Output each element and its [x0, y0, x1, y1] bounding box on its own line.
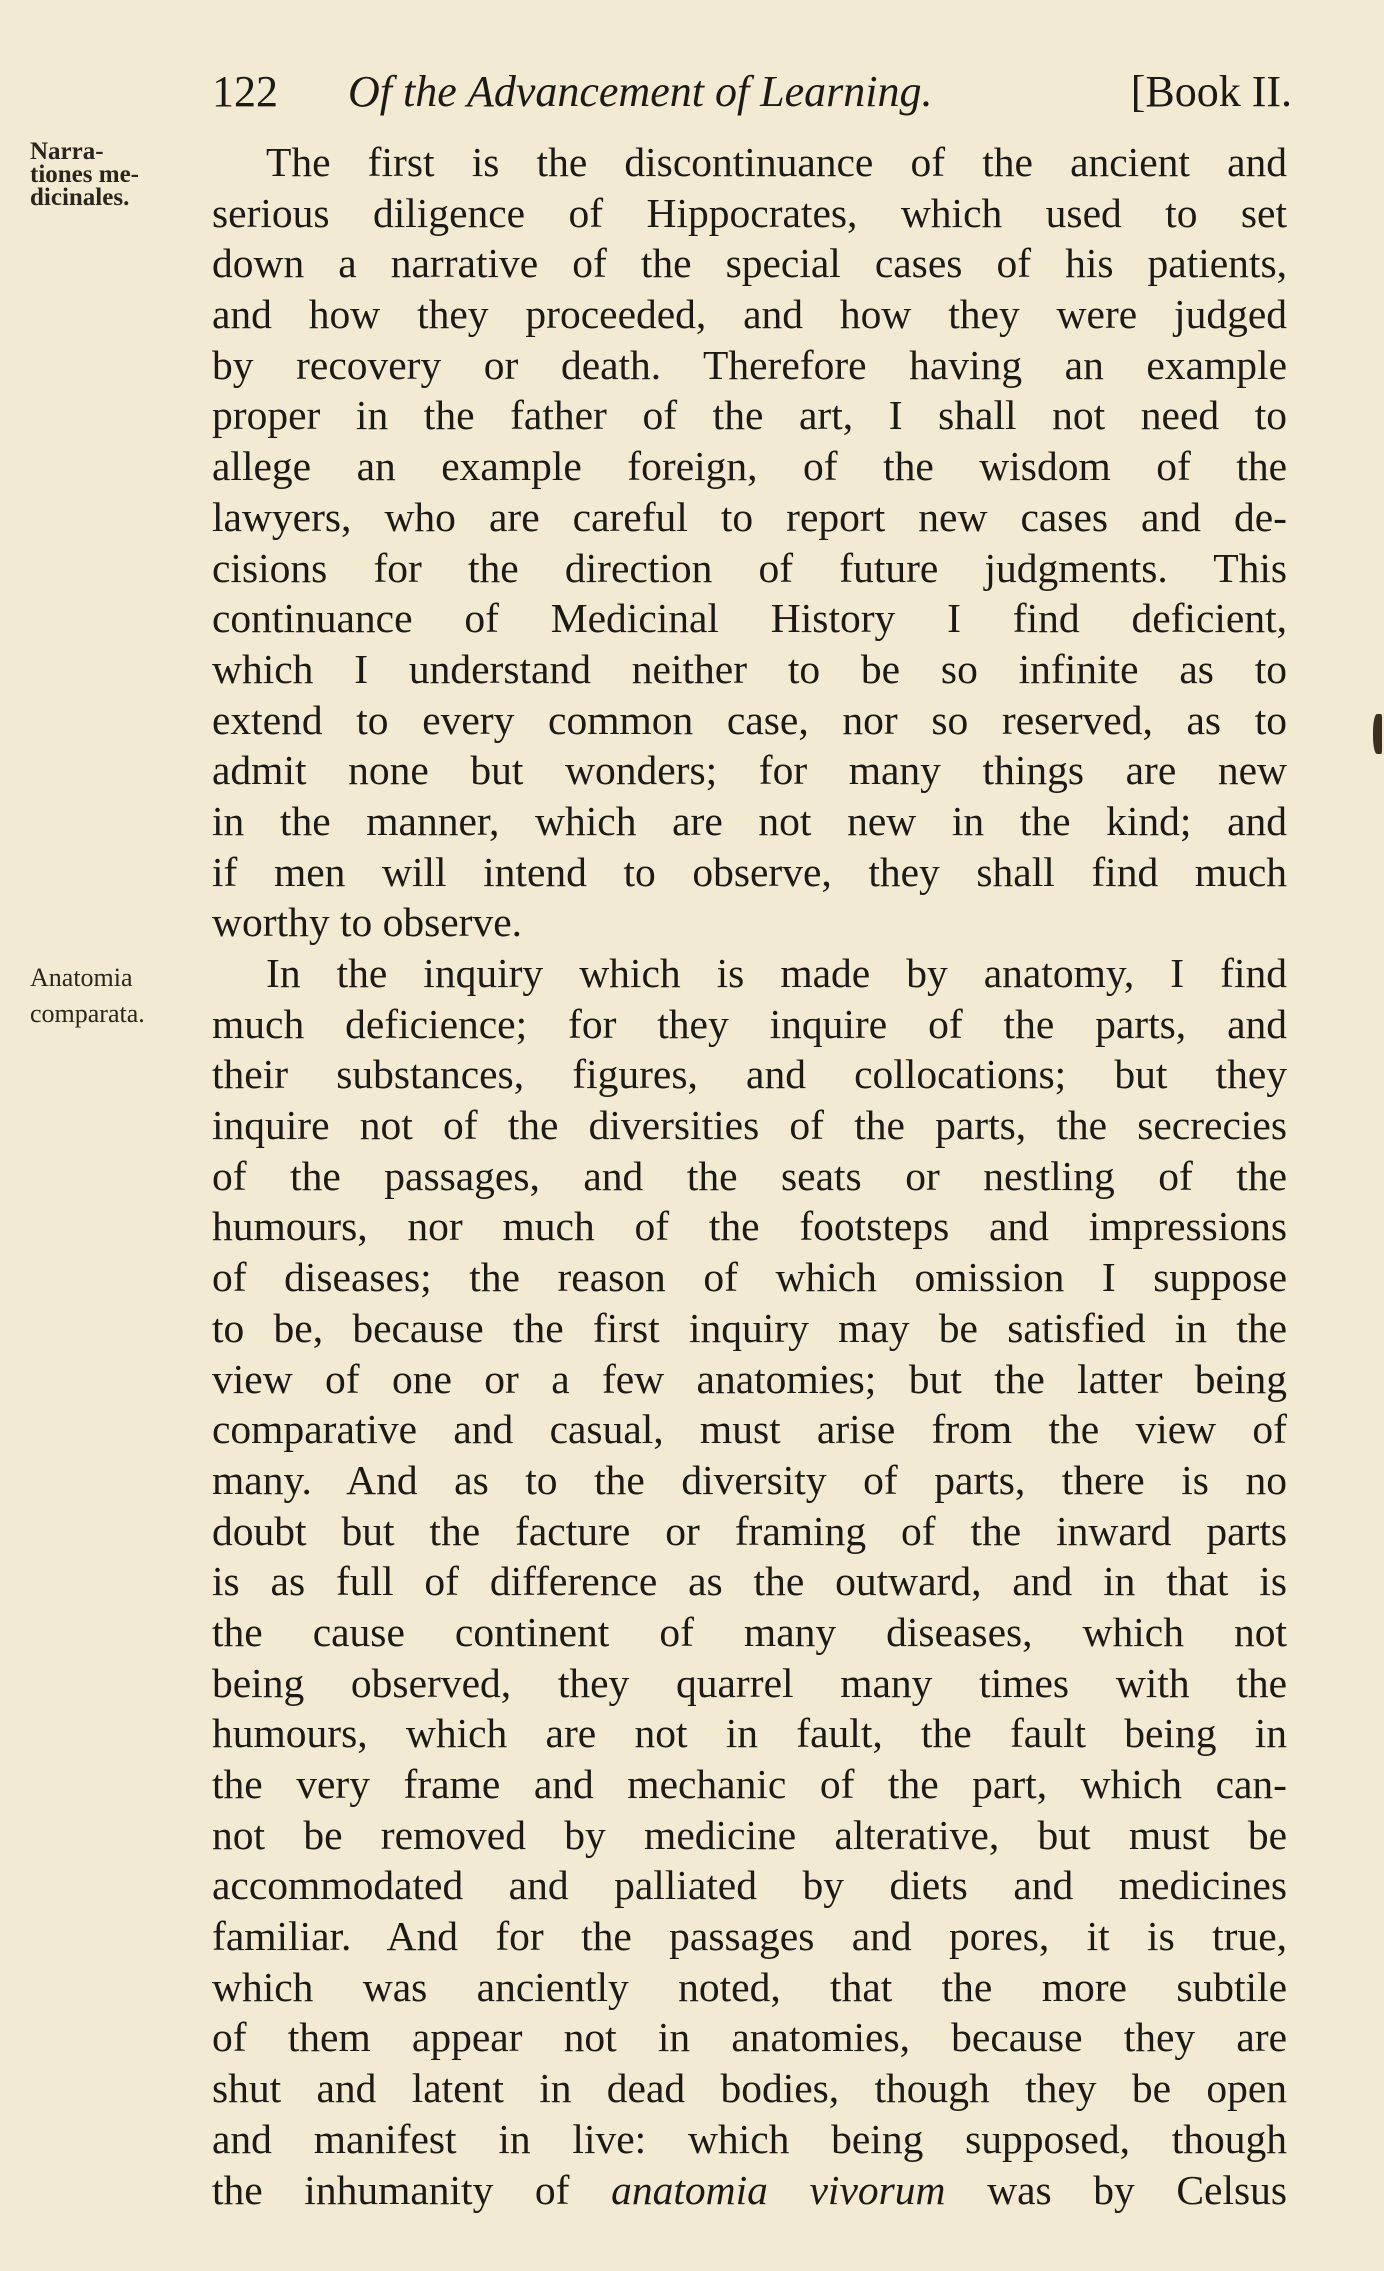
text-line: their substances, figures, and collocations; but they: [212, 1051, 1287, 1098]
text-line: view of one or a few anatomies; but the latter being: [212, 1355, 1287, 1402]
text-line: allege an example foreign, of the wisdom of the: [212, 443, 1287, 490]
text-line: humours, which are not in fault, the fault being in: [212, 1710, 1287, 1757]
text-line: In the inquiry which is made by anatomy, I find: [266, 950, 1287, 996]
text-line: the very frame and mechanic of the part, which can-: [212, 1761, 1287, 1807]
text-line: The first is the discontinuance of the ancient and: [266, 139, 1287, 185]
margin-note-narrationes: [30, 140, 190, 209]
text-line: continuance of Medicinal History I find deficient,: [212, 595, 1287, 642]
text-line: if men will intend to observe, they shall find much: [212, 848, 1287, 895]
text-line: of diseases; the reason of which omission I suppose: [212, 1254, 1287, 1301]
text-line: lawyers, who are careful to report new cases and de-: [212, 493, 1287, 540]
text-line: accommodated and palliated by diets and medicines: [212, 1862, 1287, 1909]
text-line: many. And as to the diversity of parts, there is no: [212, 1456, 1287, 1503]
text-line: worthy to observe.: [212, 899, 523, 946]
text-line: and how they proceeded, and how they were judged: [212, 291, 1287, 338]
text-line: proper in the father of the art, I shall not need to: [212, 392, 1287, 439]
body-text: [212, 137, 1287, 2215]
text-line: in the manner, which are not new in the kind; and: [212, 797, 1287, 844]
book-label: [Book II.: [1130, 67, 1292, 116]
text-line: familiar. And for the passages and pores, it is true,: [212, 1913, 1287, 1960]
text-line: cisions for the direction of future judgments. This: [212, 544, 1287, 591]
italic-phrase: anatomia vivorum: [611, 2166, 946, 2213]
text-line: doubt but the facture or framing of the inward parts: [212, 1507, 1287, 1554]
text-line: and manifest in live: which being supposed, though: [212, 2115, 1287, 2162]
text-line-last: [212, 2165, 1287, 2216]
page-number: 122: [212, 67, 278, 116]
margin-note-line: dicinales.: [30, 184, 130, 211]
running-title: Of the Advancement of Learning.: [348, 67, 933, 116]
text-line: of them appear not in anatomies, because they are: [212, 2014, 1287, 2061]
text-line: which I understand neither to be so infinite as to: [212, 645, 1287, 692]
text-line: of the passages, and the seats or nestling of the: [212, 1152, 1287, 1199]
margin-note-line: tiones me-: [30, 161, 139, 188]
text-line: the cause continent of many diseases, which not: [212, 1608, 1287, 1655]
text-line: shut and latent in dead bodies, though they be open: [212, 2065, 1287, 2112]
text-line: admit none but wonders; for many things are new: [212, 747, 1287, 794]
text-segment: the inhumanity of: [212, 2166, 570, 2213]
text-line: not be removed by medicine alterative, but must be: [212, 1811, 1287, 1858]
text-line: humours, nor much of the footsteps and impressions: [212, 1203, 1287, 1250]
text-line: is as full of difference as the outward, and in that is: [212, 1558, 1287, 1605]
page-edge-ink-mark: [1373, 714, 1382, 754]
text-line: inquire not of the diversities of the parts, the secrecies: [212, 1102, 1287, 1149]
text-line: by recovery or death. Therefore having an example: [212, 341, 1287, 388]
text-line: comparative and casual, must arise from the view of: [212, 1406, 1287, 1453]
margin-note-anatomia: [30, 960, 190, 1032]
text-line: serious diligence of Hippocrates, which used to set: [212, 189, 1287, 236]
text-segment: was by Celsus: [987, 2166, 1288, 2213]
text-line: which was anciently noted, that the more subtile: [212, 1963, 1287, 2010]
text-line: much deficience; for they inquire of the parts, and: [212, 1000, 1287, 1047]
text-line: down a narrative of the special cases of his patients,: [212, 240, 1287, 287]
text-line: being observed, they quarrel many times with the: [212, 1659, 1287, 1706]
text-line: to be, because the first inquiry may be satisfied in the: [212, 1304, 1287, 1351]
margin-note-line: Narra-: [30, 138, 104, 165]
text-line: extend to every common case, nor so reserved, as to: [212, 696, 1287, 743]
running-header: [212, 62, 1292, 122]
margin-note-line: comparata.: [30, 999, 145, 1028]
margin-note-line: Anatomia: [30, 963, 133, 992]
